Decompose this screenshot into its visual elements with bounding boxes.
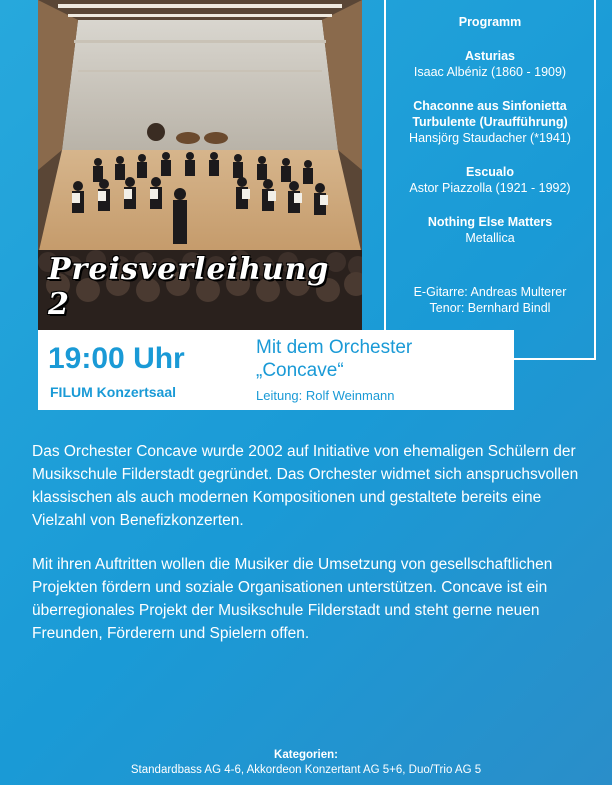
- piece-title: Nothing Else Matters: [427, 215, 553, 229]
- categories-text: Standardbass AG 4-6, Akkordeon Konzertant AG 5+6, Duo/Trio AG 5: [130, 764, 482, 776]
- performer-credits: [386, 284, 594, 316]
- orchestra-name: [256, 336, 412, 382]
- conductor: Leitung: Rolf Weinmann: [256, 388, 395, 403]
- event-title: Preisverleihung 2: [48, 252, 330, 322]
- orchestra-line: „Concave“: [256, 360, 344, 381]
- program-piece: [386, 48, 594, 80]
- piece-composer: Hansjörg Staudacher (*1941): [409, 131, 571, 145]
- description-paragraph: Das Orchester Concave wurde 2002 auf Initiative von ehemaligen Schülern der Musikschule Filderstadt gegründet. Das Orchester widmet sich anspruchsvollen klassischen als auch modernen Kompositionen und gestaltete bereits eine Vielzahl von Benefizkonzerten.: [32, 443, 579, 529]
- piece-title: Asturias: [464, 49, 516, 63]
- piece-title: Turbulente (Uraufführung): [412, 115, 568, 129]
- credit-line: Tenor: Bernhard Bindl: [429, 301, 551, 315]
- event-venue: FILUM Konzertsaal: [50, 384, 177, 400]
- categories-heading: Kategorien:: [274, 749, 338, 761]
- program-box: [384, 0, 596, 360]
- concert-photo: [38, 0, 362, 330]
- piece-composer: Metallica: [465, 231, 515, 245]
- credit-line: E-Gitarre: Andreas Multerer: [413, 285, 567, 299]
- description-paragraph: Mit ihren Auftritten wollen die Musiker die Umsetzung von gesellschaftlichen Projekten fördern und soziale Organisationen unterstützen. Concave ist ein überregionales Projekt der Musikschule Filderstadt und steht gerne neuen Freunden, Förderern und Spielern offen.: [32, 556, 553, 642]
- piece-composer: Isaac Albéniz (1860 - 1909): [413, 65, 567, 79]
- program-heading: Programm: [458, 15, 522, 29]
- program-piece: [386, 98, 594, 146]
- orchestra-line: Mit dem Orchester: [256, 337, 413, 358]
- event-time: 19:00 Uhr: [48, 342, 185, 375]
- categories-footer: [0, 748, 612, 778]
- piece-title: Escualo: [466, 165, 514, 179]
- program-piece: [386, 214, 594, 246]
- piece-title: Chaconne aus Sinfonietta: [413, 99, 567, 113]
- event-info-band: [38, 330, 514, 410]
- piece-composer: Astor Piazzolla (1921 - 1992): [409, 181, 571, 195]
- program-piece: [386, 164, 594, 196]
